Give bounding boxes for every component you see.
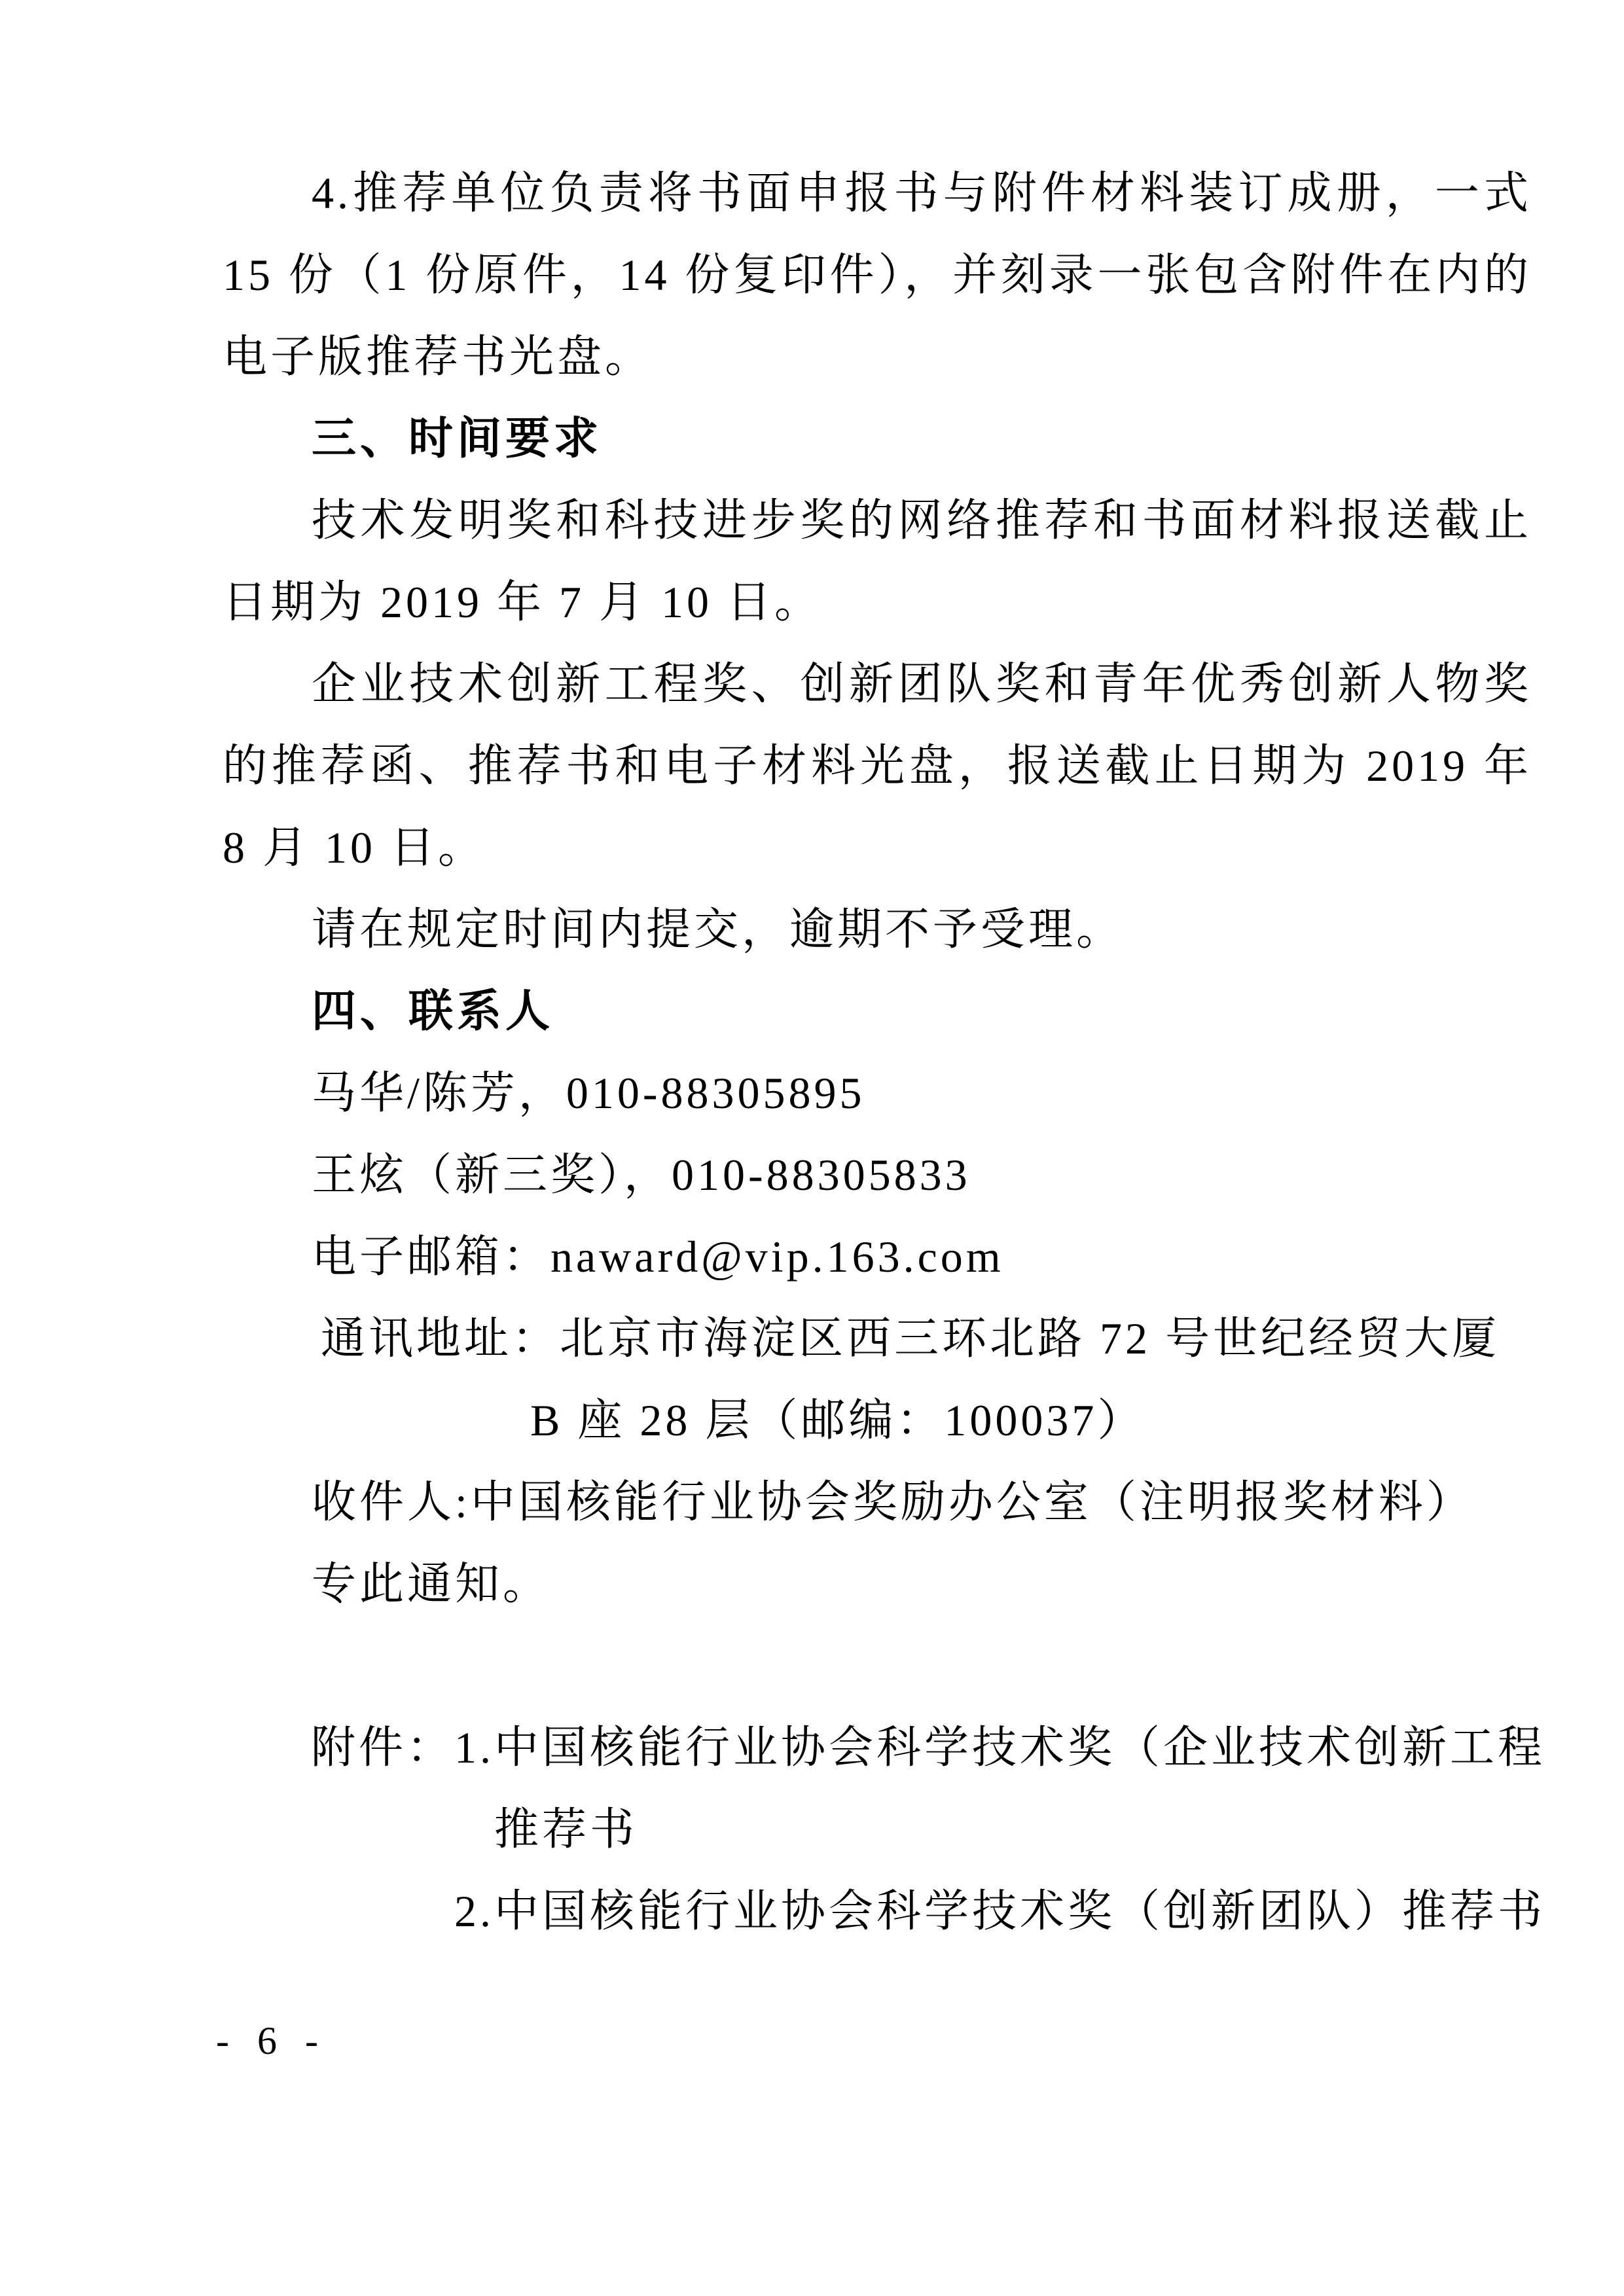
attachment-1-line-1: 中国核能行业协会科学技术奖（企业技术创新工程 bbox=[494, 1723, 1546, 1772]
document-body bbox=[223, 152, 1546, 1952]
contact-phone-line-1: 马华/陈芳，010-88305895 bbox=[312, 1068, 865, 1118]
attachment-2-number: 2. bbox=[454, 1886, 495, 1936]
attachment-1-line-2: 推荐书 bbox=[494, 1804, 638, 1854]
attachment-1-number: 1. bbox=[454, 1723, 495, 1772]
address-line-2: B 座 28 层（邮编：100037） bbox=[530, 1395, 1146, 1445]
paragraph-network-deadline: 技术发明奖和科技进步奖的网络推荐和书面材料报送截止日期为 2019 年 7 月 10 日。 bbox=[223, 495, 1532, 627]
paragraph-enterprise-award-deadline: 企业技术创新工程奖、创新团队奖和青年优秀创新人物奖的推荐函、推荐书和电子材料光盘，报送截止日期为 2019 年 8 月 10 日。 bbox=[223, 659, 1532, 872]
attachments-list bbox=[454, 1707, 1545, 1952]
contact-address-line bbox=[223, 1298, 1532, 1380]
closing-line: 专此通知。 bbox=[312, 1559, 551, 1609]
address-line-1: 北京市海淀区西三环北路 72 号世纪经贸大厦 bbox=[560, 1314, 1500, 1363]
recipient-line: 收件人:中国核能行业协会奖励办公室（注明报奖材料） bbox=[312, 1477, 1474, 1527]
attachment-item-1 bbox=[454, 1707, 1545, 1871]
section-heading-time-requirements: 三、时间要求 bbox=[312, 414, 603, 463]
page-number: - 6 - bbox=[216, 2019, 327, 2062]
contact-email-line: 电子邮箱：naward@vip.163.com bbox=[312, 1232, 1004, 1282]
attachments-block bbox=[223, 1707, 1546, 1952]
attachment-item-2 bbox=[454, 1871, 1545, 1952]
attachment-2-text bbox=[494, 1871, 1545, 1952]
attachment-2-line-1: 中国核能行业协会科学技术奖（创新团队）推荐书 bbox=[494, 1886, 1546, 1936]
attachments-label: 附件： bbox=[311, 1723, 455, 1772]
address-label: 通讯地址： bbox=[321, 1314, 560, 1363]
paragraph-binding-instructions: 4.推荐单位负责将书面申报书与附件材料装订成册，一式 15 份（1 份原件，14 份复印件），并刻录一张包含附件在内的电子版推荐书光盘。 bbox=[223, 168, 1532, 382]
contact-phone-line-2: 王炫（新三奖），010-88305833 bbox=[312, 1150, 971, 1200]
attachment-1-text bbox=[494, 1707, 1545, 1871]
paragraph-late-submission-notice: 请在规定时间内提交，逾期不予受理。 bbox=[312, 905, 1125, 954]
section-heading-contacts: 四、联系人 bbox=[312, 986, 554, 1036]
